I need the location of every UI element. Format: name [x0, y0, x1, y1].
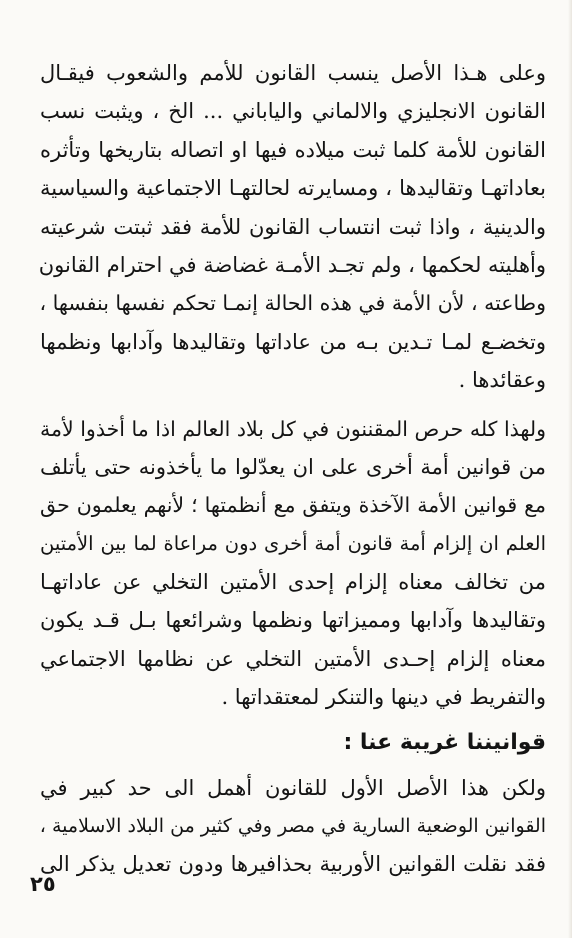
text-line: ولهذا كله حرص المقننون في كل بلاد العالم اذا ما أخذوا لأمة	[40, 416, 546, 441]
text-line: بعاداتهـا وتقاليدها ، ومسايرته لحالتهـا الاجتماعية والسياسية	[40, 176, 546, 201]
section-heading-row	[40, 717, 546, 769]
page-number: ٢٥	[30, 872, 56, 896]
text-line: القوانين الوضعية السارية في مصر وفي كثير من البلاد الاسلامية ،	[39, 815, 546, 838]
section-heading: قوانيننا غريبة عنا :	[343, 730, 546, 756]
text-line: وعقائدها .	[458, 368, 546, 393]
text-line: وأهليته لحكمها ، ولم تجـد الأمـة غضاضة في احترام القانون	[38, 252, 546, 277]
text-line: معناه إلزام إحـدى الأمتين التخلي عن نظامها الاجتماعي	[40, 646, 546, 671]
paragraph-3	[40, 769, 546, 884]
text-line: وطاعته ، لأن الأمة في هذه الحالة إنمـا تحكم نفسها بنفسها ،	[39, 291, 546, 316]
text-line: وعلى هـذا الأصل ينسب القانون للأمم والشعوب فيقـال	[40, 61, 546, 85]
text-line: والدينية ، واذا ثبت انتساب القانون للأمة فقد ثبتت شرعيته	[40, 214, 546, 239]
text-line: من قوانين أمة أخرى على ان يعدّلوا ما يأخذونه حتى يأتلف	[40, 454, 546, 479]
page-edge-shadow	[568, 0, 572, 938]
text-line: والتفريط في دينها والتنكر لمعتقداتها .	[221, 685, 546, 710]
text-line: مع قوانين الأمة الآخذة ويتفق مع أنظمتها ؛ لأنهم يعلمون حق	[40, 493, 546, 518]
paragraph-spacer	[40, 400, 546, 410]
text-line: من تخالف معناه إلزام إحدى الأمتين التخلي عن عاداتهـا	[40, 570, 546, 595]
text-line: العلم ان إلزام أمة قانون أمة أخرى دون مراعاة لما بين الأمتين	[40, 531, 546, 555]
text-line: وتقاليدها وآدابها ومميزاتها ونظمها وشرائعها بـل قـد يكون	[40, 608, 546, 633]
text-line: القانون الانجليزي والالماني والياباني ... الخ ، ويثبت نسب	[40, 99, 546, 124]
text-line: ولكن هذا الأصل الأول للقانون أهمل الى حد كبير في	[40, 775, 546, 800]
paragraph-2	[40, 410, 546, 717]
text-line: القانون للأمة كلما ثبت ميلاده فيها او اتصاله بتاريخها وتأثره	[40, 137, 546, 162]
page-body	[40, 54, 546, 884]
text-line: وتخضـع لمـا تـدين بـه من عاداتها وتقاليدها وآدابها ونظمها	[40, 329, 546, 354]
text-line: فقد نقلت القوانين الأوربية بحذافيرها ودون تعديل يذكر الى	[40, 852, 546, 877]
paragraph-1	[40, 54, 546, 400]
